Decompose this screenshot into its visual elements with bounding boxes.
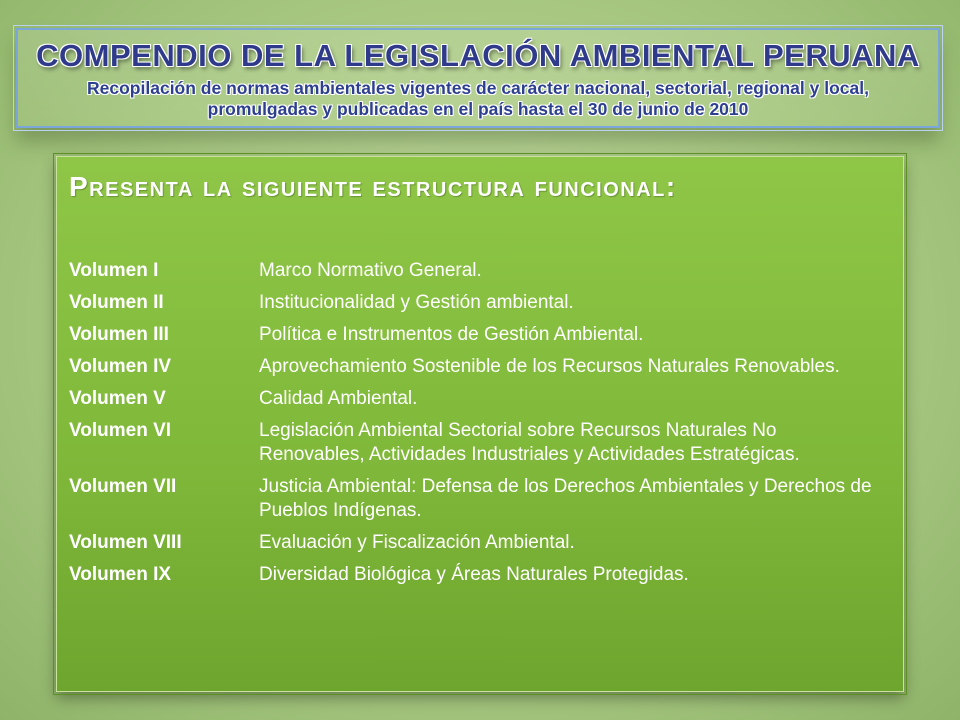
list-item [69,419,889,467]
volume-label: Volumen II [69,292,164,313]
content-panel [56,156,904,692]
volume-description: Diversidad Biológica y Áreas Naturales Protegidas. [259,564,689,585]
subtitle-line-1: Recopilación de normas ambientales vigentes de carácter nacional, sectorial, regional y local, [87,78,869,98]
volume-label: Volumen VII [69,476,177,497]
volume-description: Aprovechamiento Sostenible de los Recursos Naturales Renovables. [259,356,840,377]
volume-description: Marco Normativo General. [259,260,482,281]
volume-description: Política e Instrumentos de Gestión Ambiental. [259,324,644,345]
volume-description: Calidad Ambiental. [259,388,418,409]
slide-subtitle [18,78,938,120]
volume-label: Volumen VIII [69,532,182,553]
list-item [69,387,889,411]
list-item [69,259,889,283]
volume-label: Volumen IX [69,564,172,585]
volume-description: Justicia Ambiental: Defensa de los Derechos Ambientales y Derechos de Pueblos Indígenas. [259,476,872,521]
panel-heading: Presenta la siguiente estructura funcional: [69,171,677,202]
list-item [69,323,889,347]
title-banner [16,28,940,128]
volume-list [69,259,889,587]
list-item [69,355,889,379]
volume-label: Volumen I [69,260,159,281]
volume-description: Legislación Ambiental Sectorial sobre Recursos Naturales No Renovables, Actividades Industriales y Actividades Estratégicas. [259,420,800,465]
volume-label: Volumen III [69,324,169,345]
volume-description: Evaluación y Fiscalización Ambiental. [259,532,575,553]
list-item [69,531,889,555]
subtitle-line-2: promulgadas y publicadas en el país hasta el 30 de junio de 2010 [207,99,749,119]
list-item [69,475,889,523]
list-item [69,563,889,587]
list-item [69,291,889,315]
volume-label: Volumen V [69,388,166,409]
slide-title: COMPENDIO DE LA LEGISLACIÓN AMBIENTAL PERUANA [36,38,920,73]
volume-label: Volumen VI [69,420,172,441]
volume-description: Institucionalidad y Gestión ambiental. [259,292,574,313]
volume-label: Volumen IV [69,356,172,377]
